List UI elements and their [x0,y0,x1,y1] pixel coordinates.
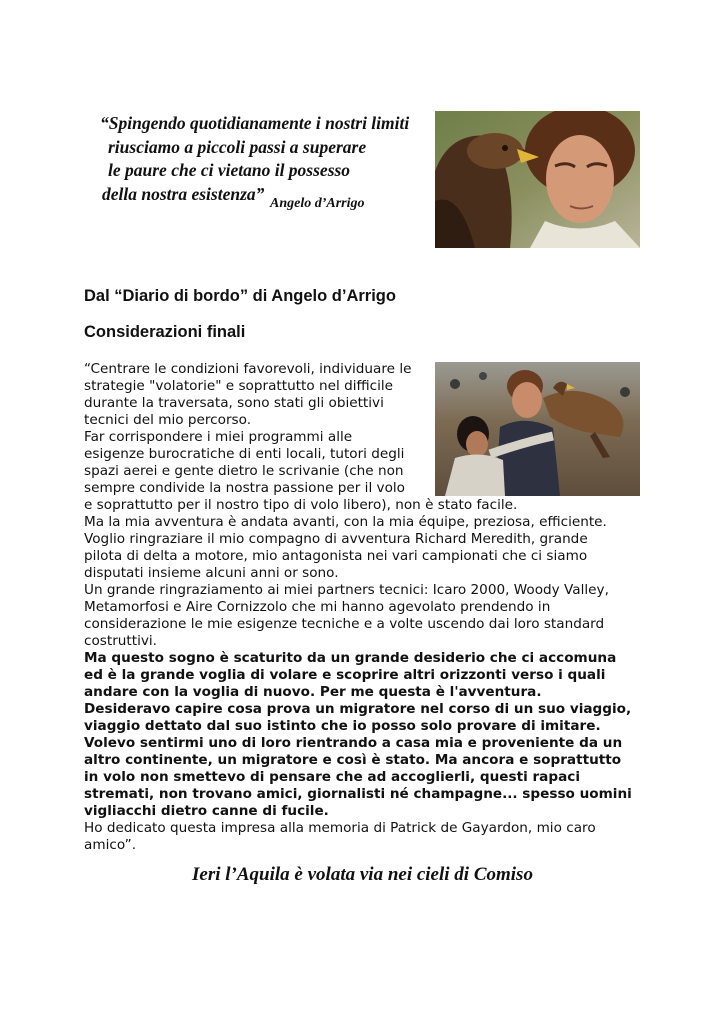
quote-line: riusciamo a piccoli passi a superare [108,136,367,157]
text-line: Voglio ringraziare il mio compagno di avventura Richard Meredith, grande [84,531,588,547]
text-line: pilota di delta a motore, mio antagonista nei vari campionati che ci siamo [84,548,588,564]
opening-quote [100,112,430,206]
bold-text-line: viaggio dettato dal suo istinto che io posso solo provare di imitare. [84,718,601,734]
text-line: disputati insieme alcuni anni or sono. [84,565,339,581]
quote-author: Angelo d’Arrigo [270,196,365,211]
bold-text-line: ed è la grande voglia di volare e scoprire altri orizzonti verso i quali [84,667,606,683]
text-line: Ma la mia avventura è andata avanti, con la mia équipe, preziosa, efficiente. [84,514,607,530]
text-line: Ho dedicato questa impresa alla memoria di Patrick de Gayardon, mio caro [84,820,596,836]
bold-text-line: vigliacchi dietro canne di fucile. [84,803,329,819]
text-line: esigenze burocratiche di enti locali, tutori degli [84,446,405,462]
text-line: spazi aerei e gente dietro le scrivanie (che non [84,463,404,479]
quote-line: della nostra esistenza” [102,183,265,204]
bold-text-line: Desideravo capire cosa prova un migratore nel corso di un suo viaggio, [84,701,632,717]
text-line: Metamorfosi e Aire Cornizzolo che mi hanno agevolato prendendo in [84,599,551,615]
text-line: amico”. [84,837,137,853]
text-line: Far corrispondere i miei programmi alle [84,429,353,445]
quote-line: le paure che ci vietano il possesso [108,160,351,180]
quote-line: “Spingendo quotidianamente i nostri limiti [100,113,410,133]
diary-text [84,361,644,854]
bold-text-line: Ma questo sogno è scaturito da un grande desiderio che ci accomuna [84,650,617,666]
bold-text-line: Volevo sentirmi uno di loro rientrando a casa mia e proveniente da un [84,735,623,751]
bold-text-line: altro continente, un migratore e così è stato. Ma ancora e soprattutto [84,752,622,768]
text-line: costruttivi. [84,633,157,649]
text-line: strategie "volatorie" e soprattutto nel difficile [84,378,394,394]
text-line: considerazione le mie esigenze tecniche e a volte uscendo dai loro standard [84,616,605,632]
bold-text-line: andare con la voglia di nuovo. Per me questa è l'avventura. [84,684,542,700]
text-line: e soprattutto per il nostro tipo di volo libero), non è stato facile. [84,497,518,513]
text-line: durante la traversata, sono stati gli obiettivi [84,395,384,411]
text-line: tecnici del mio percorso. [84,412,252,428]
section-title: Considerazioni finali [84,323,246,341]
text-line: sempre condivide la nostra passione per il volo [84,480,405,496]
bold-text-line: in volo non smettevo di pensare che ad accoglierli, questi rapaci [84,769,580,785]
page-title: Dal “Diario di bordo” di Angelo d’Arrigo [84,287,396,305]
text-line: “Centrare le condizioni favorevoli, individuare le [84,361,412,377]
closing-line: Ieri l’Aquila è volata via nei cieli di Comiso [192,864,533,885]
eagle-portrait-photo [435,111,640,248]
bold-text-line: stremati, non trovano amici, giornalisti né champagne... spesso uomini [84,786,632,802]
text-line: Un grande ringraziamento ai miei partners tecnici: Icaro 2000, Woody Valley, [84,582,609,598]
